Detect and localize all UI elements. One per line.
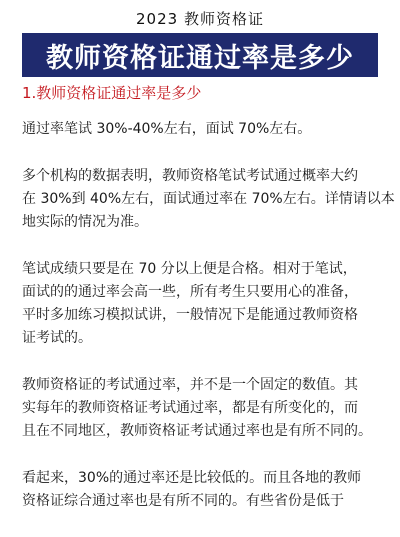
paragraph-3 [22,258,382,350]
paragraph-5 [22,467,382,513]
text-line: 地实际的情况为准。 [22,214,148,230]
body-text [22,118,395,537]
paragraph-2 [22,165,395,234]
text-line: 证考试的。 [22,330,92,346]
text-line: 看起来，30%的通过率还是比较低的。而且各地的教师 [22,470,362,486]
text-line: 资格证综合通过率也是有所不同的。有些省份是低于 [22,493,344,509]
text-line: 实每年的教师资格证考试通过率，都是有所变化的，而 [22,400,358,416]
text-line: 教师资格证的考试通过率，并不是一个固定的数值。其 [22,377,358,393]
text-line: 通过率笔试 30%-40%左右，面试 70%左右。 [22,121,312,137]
text-line: 且在不同地区，教师资格证考试通过率也是有所不同的。 [22,423,372,439]
text-line: 在 30%到 40%左右，面试通过率在 70%左右。详情请以本 [22,191,395,207]
paragraph-1 [22,118,382,141]
top-label: 2023 教师资格证 [136,10,264,28]
text-line: 多个机构的数据表明，教师资格笔试考试通过概率大约 [22,168,358,184]
title-banner [22,33,378,77]
paragraph-4 [22,374,382,443]
banner-title: 教师资格证通过率是多少 [46,42,354,74]
section-heading: 1.教师资格证通过率是多少 [22,84,202,102]
text-line: 面试的的通过率会高一些，所有考生只要用心的准备， [22,284,358,300]
text-line: 笔试成绩只要是在 70 分以上便是合格。相对于笔试， [22,261,357,277]
text-line: 平时多加练习模拟试讲，一般情况下是能通过教师资格 [22,307,358,323]
